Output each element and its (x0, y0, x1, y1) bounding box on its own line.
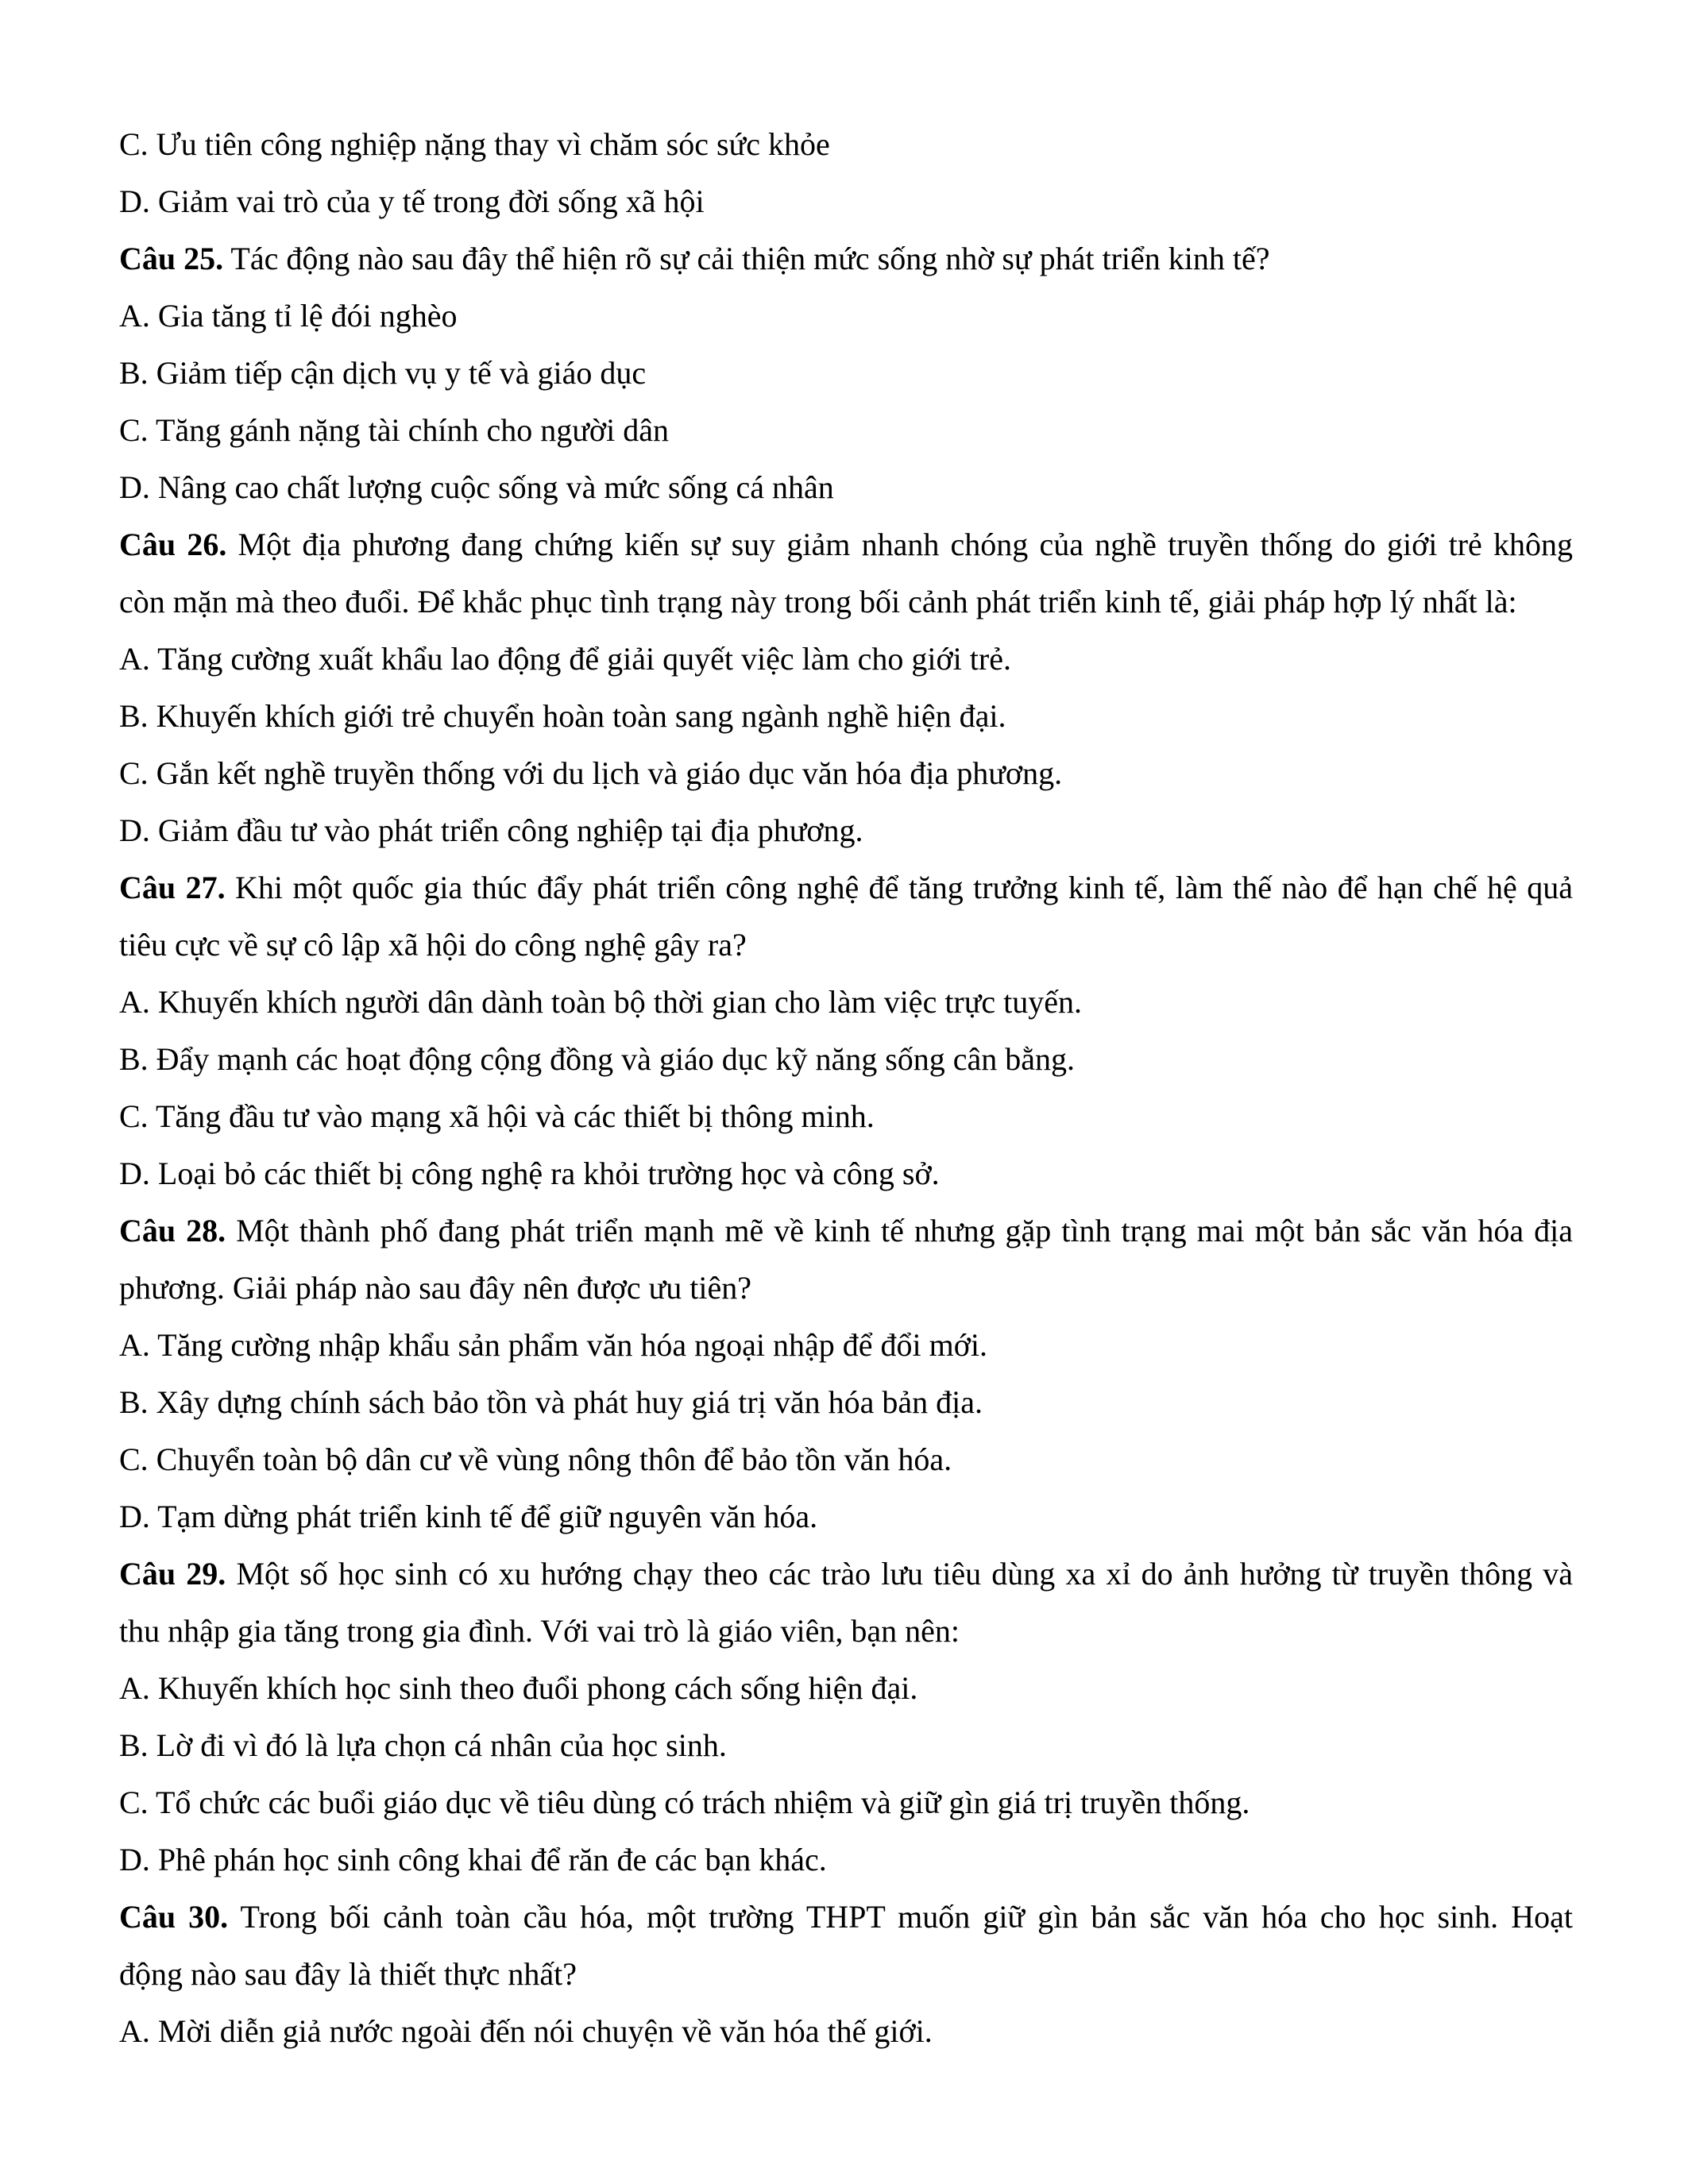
q29-option-a: A. Khuyến khích học sinh theo đuổi phong cách sống hiện đại. (119, 1670, 918, 1706)
q28-option-a: A. Tăng cường nhập khẩu sản phẩm văn hóa ngoại nhập để đổi mới. (119, 1327, 988, 1363)
q26-option-a: A. Tăng cường xuất khẩu lao động để giải quyết việc làm cho giới trẻ. (119, 641, 1011, 677)
q29-option-d: D. Phê phán học sinh công khai để răn đe các bạn khác. (119, 1842, 827, 1877)
q29-label: Câu 29. (119, 1556, 226, 1592)
q27-stem-line2: tiêu cực về sự cô lập xã hội do công nghệ gây ra? (119, 927, 747, 963)
q30-stem-line2: động nào sau đây là thiết thực nhất? (119, 1956, 577, 1992)
q30-label: Câu 30. (119, 1899, 229, 1935)
q25-option-b: B. Giảm tiếp cận dịch vụ y tế và giáo dục (119, 355, 647, 391)
q27-stem-line1 (119, 859, 1573, 916)
q24-option-c: C. Ưu tiên công nghiệp nặng thay vì chăm sóc sức khỏe (119, 126, 830, 162)
q30-text1: Trong bối cảnh toàn cầu hóa, một trường THPT muốn giữ gìn bản sắc văn hóa cho học sinh. Hoạt (228, 1899, 1573, 1935)
q30-option-a: A. Mời diễn giả nước ngoài đến nói chuyện về văn hóa thế giới. (119, 2013, 933, 2049)
q25-option-c: C. Tăng gánh nặng tài chính cho người dân (119, 412, 669, 448)
q28-option-c: C. Chuyển toàn bộ dân cư về vùng nông thôn để bảo tồn văn hóa. (119, 1441, 952, 1477)
q28-label: Câu 28. (119, 1213, 226, 1248)
q29-option-b: B. Lờ đi vì đó là lựa chọn cá nhân của học sinh. (119, 1727, 727, 1763)
q27-option-a: A. Khuyến khích người dân dành toàn bộ thời gian cho làm việc trực tuyến. (119, 984, 1083, 1020)
q26-stem-line1 (119, 516, 1573, 573)
q25-option-a: A. Gia tăng tỉ lệ đói nghèo (119, 298, 458, 334)
q28-text1: Một thành phố đang phát triển mạnh mẽ về kinh tế nhưng gặp tình trạng mai một bản sắc văn hóa địa (226, 1213, 1573, 1248)
q27-text1: Khi một quốc gia thúc đẩy phát triển công nghệ để tăng trưởng kinh tế, làm thế nào để hạn chế hệ quả (225, 870, 1573, 905)
q29-stem-line2: thu nhập gia tăng trong gia đình. Với vai trò là giáo viên, bạn nên: (119, 1613, 960, 1649)
q28-option-d: D. Tạm dừng phát triển kinh tế để giữ nguyên văn hóa. (119, 1499, 818, 1534)
q29-stem-line1 (119, 1545, 1573, 1603)
q30-stem-line1 (119, 1889, 1573, 1946)
q26-label: Câu 26. (119, 527, 227, 562)
q27-option-d: D. Loại bỏ các thiết bị công nghệ ra khỏi trường học và công sở. (119, 1156, 940, 1191)
q27-label: Câu 27. (119, 870, 226, 905)
exam-page (119, 116, 1573, 2060)
q26-stem-line2: còn mặn mà theo đuổi. Để khắc phục tình trạng này trong bối cảnh phát triển kinh tế, giải pháp hợp lý nhất là: (119, 584, 1517, 619)
q27-option-b: B. Đẩy mạnh các hoạt động cộng đồng và giáo dục kỹ năng sống cân bằng. (119, 1041, 1076, 1077)
q25-label: Câu 25. (119, 241, 224, 276)
q29-option-c: C. Tổ chức các buổi giáo dục về tiêu dùng có trách nhiệm và giữ gìn giá trị truyền thống. (119, 1785, 1250, 1820)
q26-option-c: C. Gắn kết nghề truyền thống với du lịch và giáo dục văn hóa địa phương. (119, 755, 1063, 791)
q27-option-c: C. Tăng đầu tư vào mạng xã hội và các thiết bị thông minh. (119, 1098, 875, 1134)
q28-stem-line2: phương. Giải pháp nào sau đây nên được ưu tiên? (119, 1270, 752, 1306)
q26-option-d: D. Giảm đầu tư vào phát triển công nghiệp tại địa phương. (119, 812, 863, 848)
q28-option-b: B. Xây dựng chính sách bảo tồn và phát huy giá trị văn hóa bản địa. (119, 1384, 983, 1420)
q26-option-b: B. Khuyến khích giới trẻ chuyển hoàn toàn sang ngành nghề hiện đại. (119, 698, 1006, 734)
q25-stem (119, 230, 1573, 287)
q25-option-d: D. Nâng cao chất lượng cuộc sống và mức sống cá nhân (119, 469, 834, 505)
q26-text1: Một địa phương đang chứng kiến sự suy giảm nhanh chóng của nghề truyền thống do giới trẻ không (226, 527, 1573, 562)
q29-text1: Một số học sinh có xu hướng chạy theo các trào lưu tiêu dùng xa xỉ do ảnh hưởng từ truyền thông và (226, 1556, 1573, 1592)
q28-stem-line1 (119, 1202, 1573, 1260)
q25-text: Tác động nào sau đây thể hiện rõ sự cải thiện mức sống nhờ sự phát triển kinh tế? (223, 241, 1270, 276)
q24-option-d: D. Giảm vai trò của y tế trong đời sống xã hội (119, 183, 705, 219)
